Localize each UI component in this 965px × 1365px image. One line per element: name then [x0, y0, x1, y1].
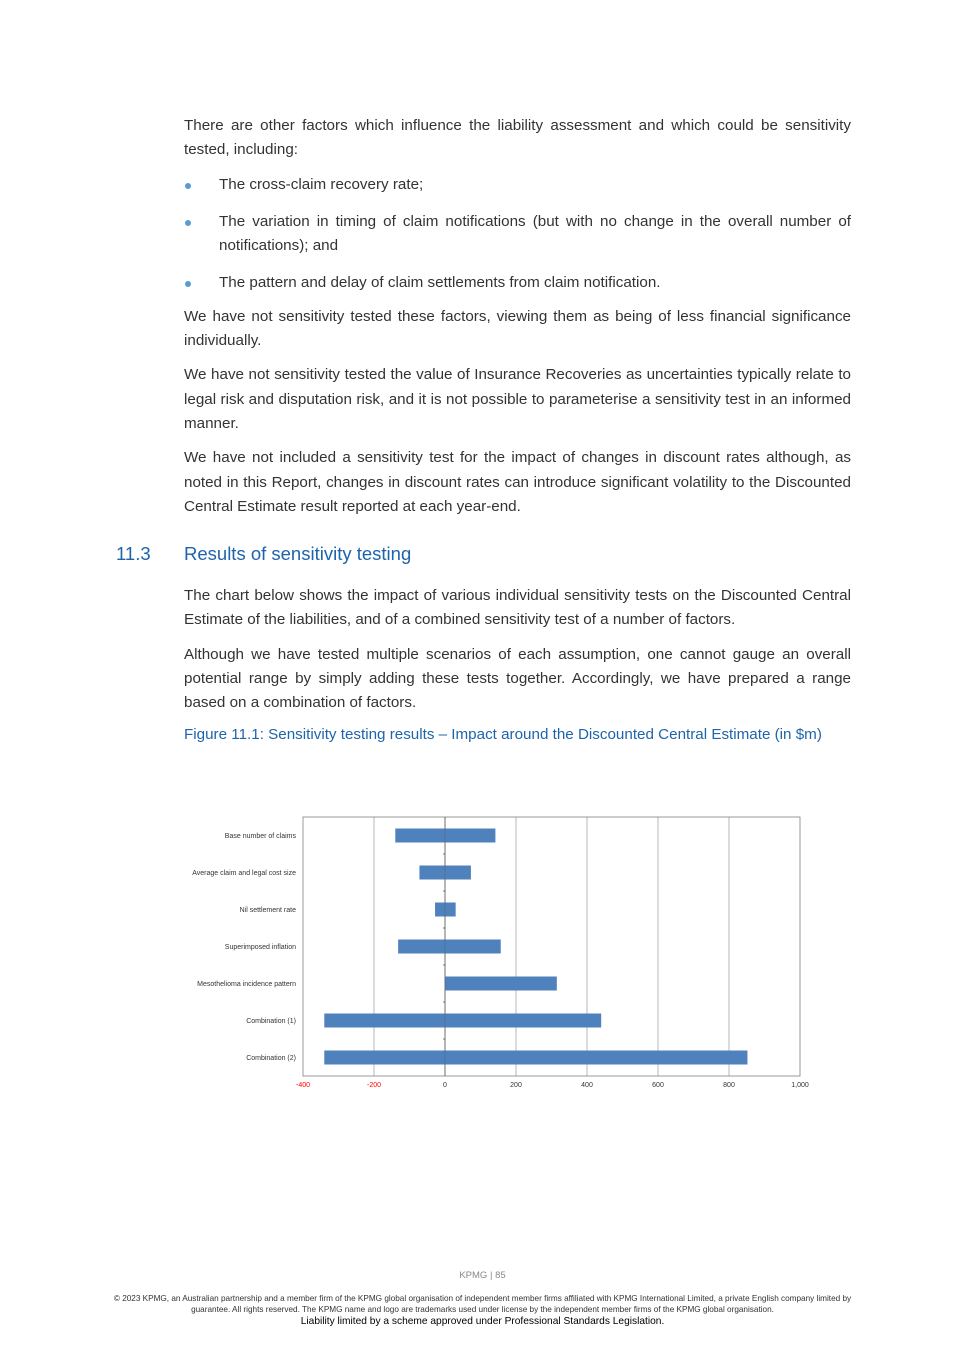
- paragraph: Although we have tested multiple scenarios of each assumption, one cannot gauge an overall potential range by simply adding these tests together. Accordingly, we have prepared a range based on a combination of factors.: [184, 645, 851, 712]
- paragraph: We have not included a sensitivity test for the impact of changes in discount rates although, as noted in this Report, changes in discount rates can introduce significant volatility to the Discounted Central Estimate result reported at each year-end.: [184, 449, 851, 515]
- bullet-text: The pattern and delay of claim settlements from claim notification.: [219, 274, 661, 292]
- section-number: 11.3: [116, 543, 151, 564]
- bullet-icon: [185, 220, 191, 226]
- paragraph: The chart below shows the impact of various individual sensitivity tests on the Discounted Central Estimate of the liabilities, and of a combined sensitivity test of a number of factors.: [184, 587, 851, 629]
- section-heading: [116, 543, 851, 565]
- figure-caption: Figure 11.1: Sensitivity testing results – Impact around the Discounted Central Estimate (in $m): [184, 726, 822, 744]
- bar-high: [445, 829, 495, 843]
- bar-high: [445, 1014, 601, 1028]
- x-tick-label: -200: [366, 1082, 382, 1089]
- bullet-item: [184, 173, 851, 197]
- bullet-icon: [185, 183, 191, 189]
- bullet-item: [184, 271, 851, 295]
- bullet-item: [184, 210, 851, 259]
- liability-notice: Liability limited by a scheme approved under Professional Standards Legislation.: [300, 1316, 665, 1327]
- x-tick-label: 200: [510, 1082, 522, 1089]
- bar-high: [445, 866, 471, 880]
- x-tick-label: 0: [443, 1082, 447, 1089]
- section-title: Results of sensitivity testing: [184, 543, 412, 564]
- chart-svg: [180, 808, 820, 1098]
- bar-high: [445, 1051, 747, 1065]
- category-label: Mesothelioma incidence pattern: [197, 981, 296, 988]
- section-content: [184, 584, 851, 745]
- bar-high: [445, 940, 501, 954]
- bar-high: [445, 977, 557, 991]
- bar-high: [445, 903, 456, 917]
- category-label: Nil settlement rate: [239, 907, 296, 914]
- page-number: KPMG | 85: [459, 1270, 506, 1281]
- category-label: Combination (1): [246, 1018, 296, 1025]
- bar-low: [324, 1014, 445, 1028]
- x-tick-label: -400: [295, 1082, 311, 1089]
- sensitivity-chart: [180, 808, 820, 1098]
- bar-low: [398, 940, 445, 954]
- body-content: [184, 114, 851, 529]
- bar-low: [419, 866, 445, 880]
- category-label: Combination (2): [246, 1055, 296, 1062]
- bullet-text: The variation in timing of claim notifications (but with no change in the overall number of notifications); and: [219, 212, 851, 255]
- bar-low: [435, 903, 445, 917]
- bullet-icon: [185, 281, 191, 287]
- x-tick-label: 800: [723, 1082, 735, 1089]
- paragraph: We have not sensitivity tested the value of Insurance Recoveries as uncertainties typically relate to legal risk and disputation risk, and it is not possible to parameterise a sensitivity test in an informed manner.: [184, 366, 851, 432]
- legal-notice: © 2023 KPMG, an Australian partnership and a member firm of the KPMG global organisation of independent member firms affiliated with KPMG International Limited, a private English company limited by guarantee. All rights reserved. The KPMG name and logo are trademarks used under license by the independent member firms of the KPMG global organisation.: [113, 1294, 852, 1314]
- category-label: Base number of claims: [224, 833, 296, 840]
- category-label: Average claim and legal cost size: [192, 870, 296, 877]
- plot-area-border: [303, 817, 800, 1076]
- x-tick-label: 1,000: [791, 1082, 809, 1089]
- bullet-text: The cross-claim recovery rate;: [219, 175, 424, 193]
- x-tick-label: 600: [652, 1082, 664, 1089]
- bar-low: [324, 1051, 445, 1065]
- category-label: Superimposed inflation: [224, 944, 296, 951]
- paragraph: We have not sensitivity tested these factors, viewing them as being of less financial significance individually.: [184, 307, 851, 350]
- intro-paragraph: There are other factors which influence the liability assessment and which could be sensitivity tested, including:: [184, 117, 851, 159]
- x-tick-label: 400: [581, 1082, 593, 1089]
- bar-low: [395, 829, 445, 843]
